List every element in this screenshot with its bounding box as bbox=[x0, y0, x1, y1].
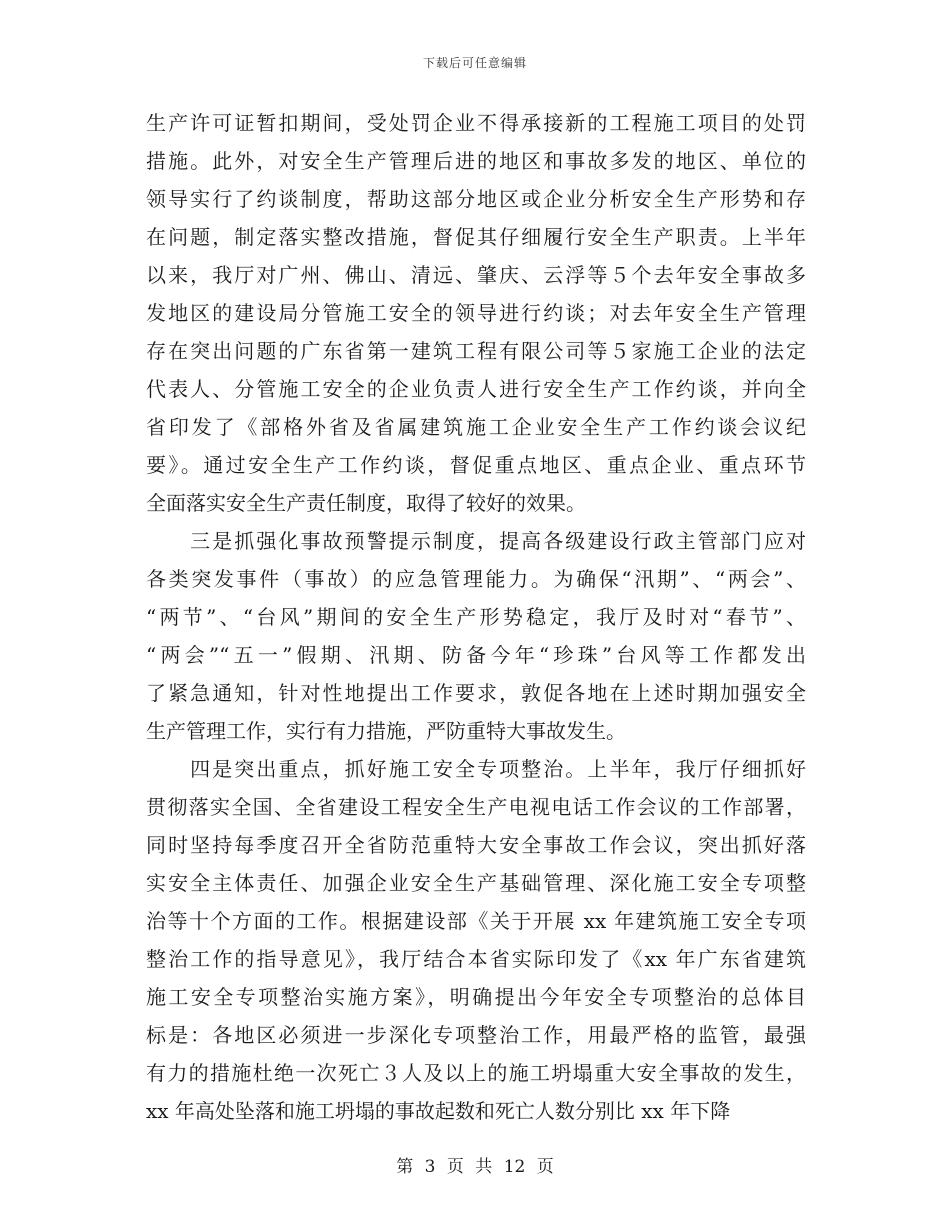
body-line: 有力的措施杜绝一次死亡３人及以上的施工坍塌重大安全事故的发生， bbox=[146, 1061, 806, 1085]
body-line: 三是抓强化事故预警提示制度，提高各级建设行政主管部门应对 bbox=[146, 529, 806, 553]
body-line: 措施。此外，对安全生产管理后进的地区和事故多发的地区、单位的 bbox=[146, 149, 806, 173]
body-line: 全面落实安全生产责任制度，取得了较好的效果。 bbox=[146, 491, 586, 515]
body-line: 标是：各地区必须进一步深化专项整治工作，用最严格的监管，最强 bbox=[146, 1023, 806, 1047]
body-line: 领导实行了约谈制度，帮助这部分地区或企业分析安全生产形势和存 bbox=[146, 187, 806, 211]
body-line: 存在突出问题的广东省第一建筑工程有限公司等５家施工企业的法定 bbox=[146, 339, 806, 363]
body-line: 各类突发事件（事故）的应急管理能力。为确保“汛期”、“两会”、 bbox=[146, 567, 806, 591]
body-line: 生产管理工作，实行有力措施，严防重特大事故发生。 bbox=[146, 719, 626, 743]
body-line: 生产许可证暂扣期间，受处罚企业不得承接新的工程施工项目的处罚 bbox=[146, 111, 806, 135]
body-line: 省印发了《部格外省及省属建筑施工企业安全生产工作约谈会议纪 bbox=[146, 415, 806, 439]
body-line: “两会”“五一”假期、汛期、防备今年“珍珠”台风等工作都发出 bbox=[146, 643, 806, 667]
body-line: 实安全主体责任、加强企业安全生产基础管理、深化施工安全专项整 bbox=[146, 871, 806, 895]
body-line: 治等十个方面的工作。根据建设部《关于开展 xx 年建筑施工安全专项 bbox=[146, 909, 806, 933]
body-line: 发地区的建设局分管施工安全的领导进行约谈；对去年安全生产管理 bbox=[146, 301, 806, 325]
body-line: 在问题，制定落实整改措施，督促其仔细履行安全生产职责。上半年 bbox=[146, 225, 806, 249]
page-number-footer: 第 3 页 共 12 页 bbox=[396, 1157, 554, 1177]
body-line: 施工安全专项整治实施方案》，明确提出今年安全专项整治的总体目 bbox=[146, 985, 806, 1009]
body-line: 以来，我厅对广州、佛山、清远、肇庆、云浮等５个去年安全事故多 bbox=[146, 263, 806, 287]
body-line: 整治工作的指导意见》，我厅结合本省实际印发了《xx 年广东省建筑 bbox=[146, 947, 806, 971]
body-line: 了紧急通知，针对性地提出工作要求，敦促各地在上述时期加强安全 bbox=[146, 681, 806, 705]
body-line: 四是突出重点，抓好施工安全专项整治。上半年，我厅仔细抓好 bbox=[146, 757, 806, 781]
body-line: 要》。通过安全生产工作约谈，督促重点地区、重点企业、重点环节 bbox=[146, 453, 806, 477]
page-header-note: 下载后可任意编辑 bbox=[422, 56, 527, 70]
body-line: xx 年高处坠落和施工坍塌的事故起数和死亡人数分别比 xx 年下降 bbox=[146, 1099, 731, 1123]
document-body bbox=[146, 104, 806, 1130]
body-line: “两节”、“台风”期间的安全生产形势稳定，我厅及时对“春节”、 bbox=[146, 605, 806, 629]
body-line: 同时坚持每季度召开全省防范重特大安全事故工作会议，突出抓好落 bbox=[146, 833, 806, 857]
body-line: 代表人、分管施工安全的企业负责人进行安全生产工作约谈，并向全 bbox=[146, 377, 806, 401]
body-line: 贯彻落实全国、全省建设工程安全生产电视电话工作会议的工作部署， bbox=[146, 795, 806, 819]
